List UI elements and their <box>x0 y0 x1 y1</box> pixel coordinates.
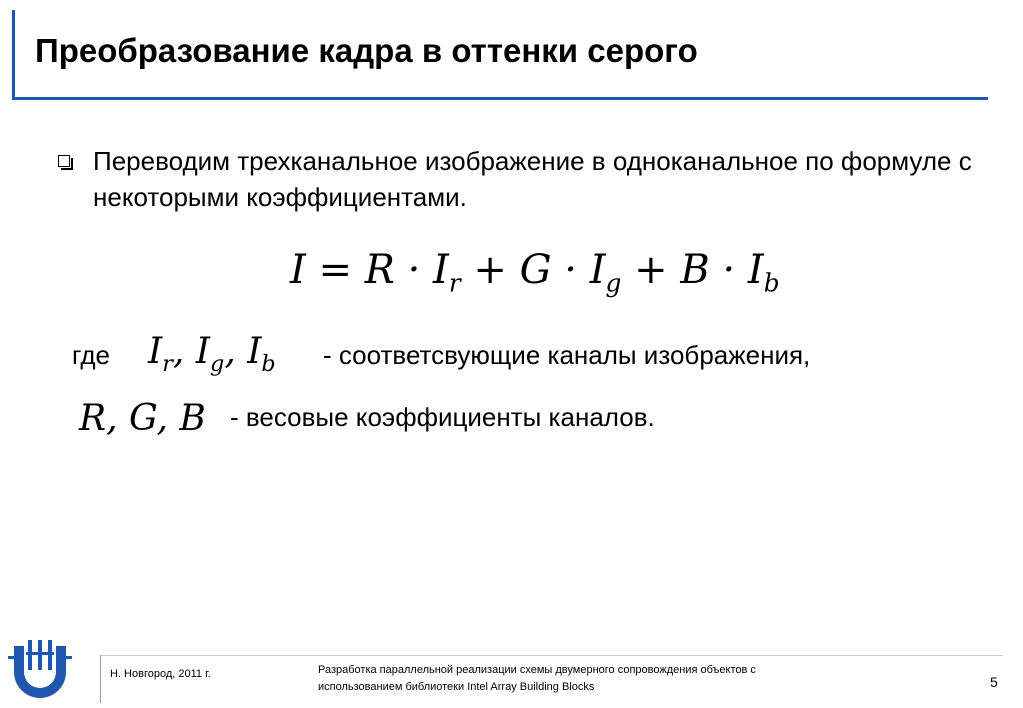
footer-divider-vertical <box>100 655 101 703</box>
channel-symbol: , I <box>172 331 211 372</box>
channel-symbols <box>148 331 276 377</box>
formula-part: I = R · I <box>290 247 449 293</box>
channels-description: - соответсвующие каналы изображения, <box>323 340 811 370</box>
university-logo-icon <box>4 632 76 704</box>
grayscale-formula <box>290 247 780 298</box>
bullet-text: Переводим трехканальное изображение в одноканальное по формуле с некоторыми коэффициентами. <box>93 146 972 212</box>
formula-sub-b: b <box>763 268 780 298</box>
slide-title: Преобразование кадра в оттенки серого <box>35 32 698 69</box>
channel-symbol: I <box>148 331 163 372</box>
channel-symbol: , I <box>224 331 262 372</box>
where-label: где <box>72 340 110 370</box>
page-number: 5 <box>990 674 998 690</box>
channel-sub: b <box>261 350 276 377</box>
title-underline <box>12 97 988 100</box>
channel-sub: g <box>210 350 225 377</box>
weights-description: - весовые коэффициенты каналов. <box>230 402 655 432</box>
footer-description: Разработка параллельной реализации схемы двумерного сопровождения объектов с использованием библиотеки Intel Array Building Blocks <box>318 664 756 693</box>
formula-part: + G · I <box>460 247 606 293</box>
formula-part: + B · I <box>621 247 764 293</box>
title-accent-bar <box>12 10 15 100</box>
checkbox-bullet-icon <box>58 155 70 167</box>
weight-symbols: R, G, B <box>79 398 206 439</box>
channel-sub: r <box>162 350 173 377</box>
formula-sub-r: r <box>448 268 461 298</box>
footer-divider <box>100 655 1003 656</box>
formula-sub-g: g <box>605 268 622 298</box>
footer-city-year: Н. Новгород, 2011 г. <box>110 668 211 680</box>
